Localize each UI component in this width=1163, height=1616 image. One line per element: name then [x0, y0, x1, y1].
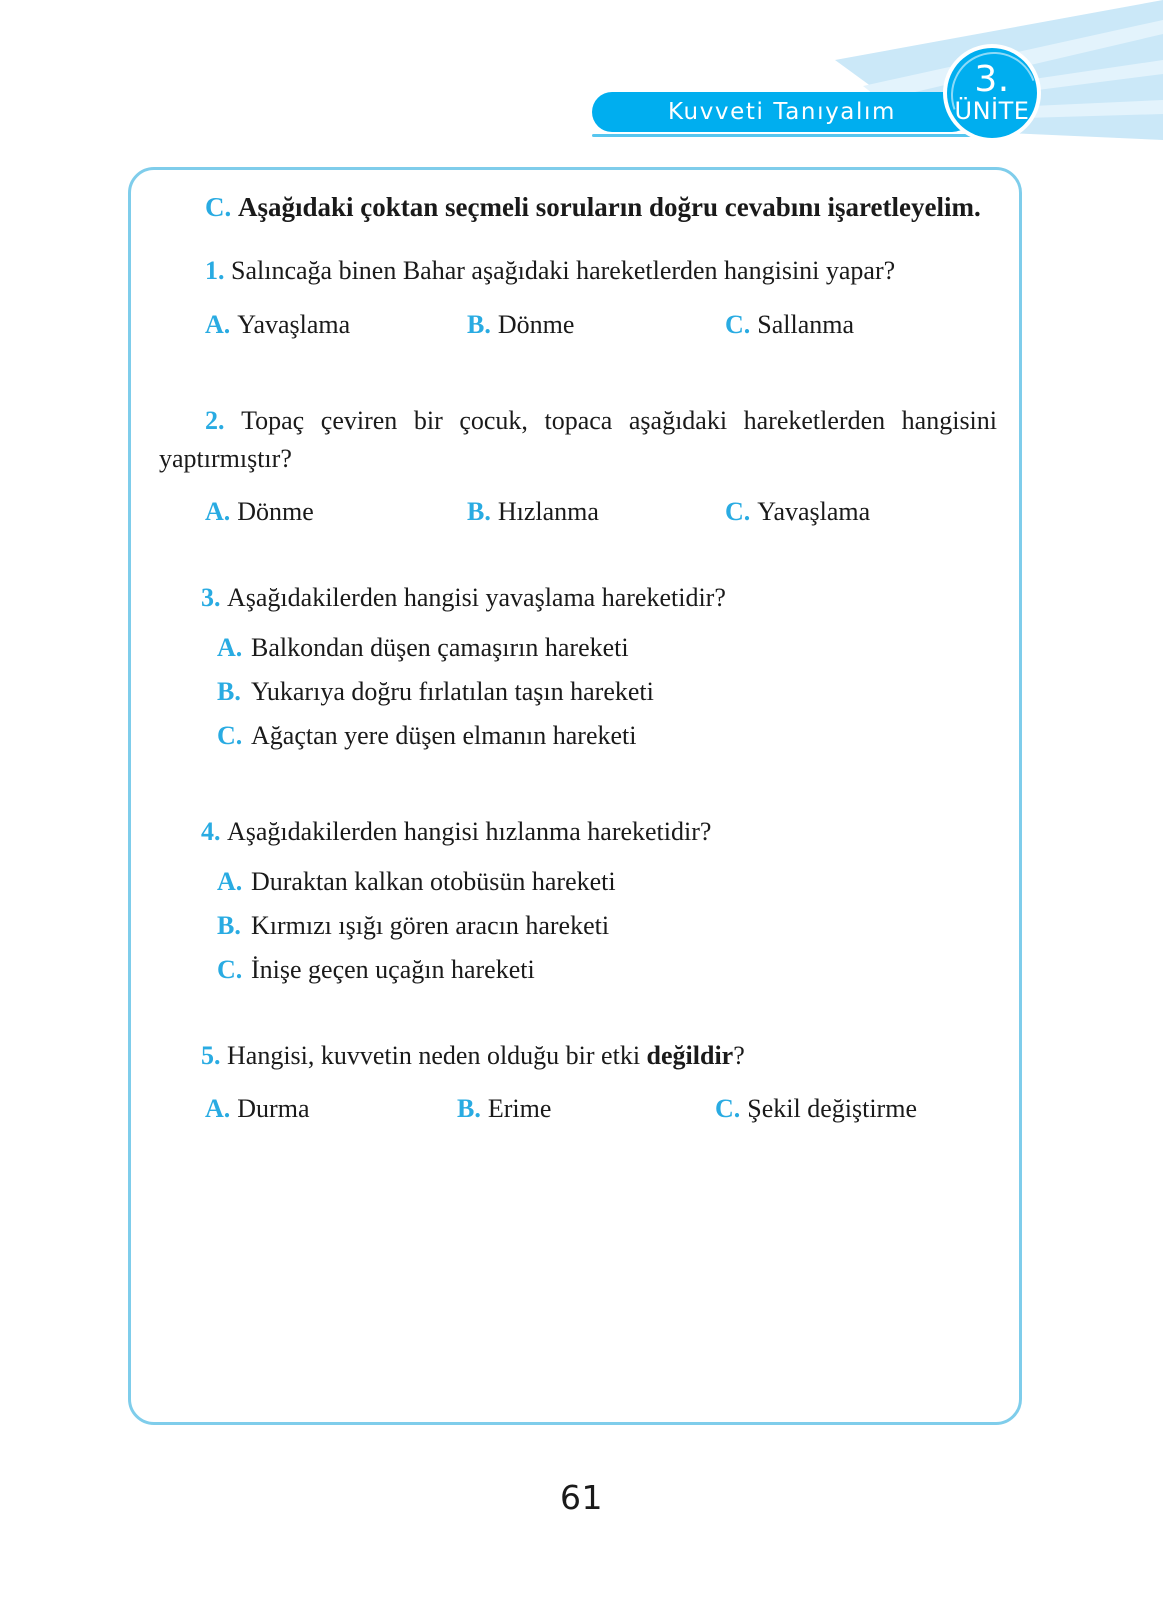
option-text: Durma	[237, 1094, 310, 1124]
question-5-prompt-after: ?	[733, 1040, 745, 1070]
question-4-option-c[interactable]	[217, 955, 997, 985]
option-text: Erime	[487, 1094, 552, 1124]
question-2-option-c[interactable]	[725, 497, 870, 527]
option-letter: B.	[457, 1094, 481, 1124]
exercise-content	[159, 184, 997, 1124]
question-5	[159, 1037, 997, 1125]
question-2-option-b[interactable]	[467, 497, 725, 527]
question-1-prompt: Salıncağa binen Bahar aşağıdaki hareketlerden hangisini yapar?	[231, 256, 896, 286]
option-letter: C.	[725, 310, 751, 340]
question-2	[159, 402, 997, 527]
question-2-text	[159, 402, 997, 477]
question-4	[159, 813, 997, 985]
question-4-text	[159, 813, 997, 851]
unit-badge	[947, 48, 1037, 138]
question-5-text	[159, 1037, 997, 1075]
question-3-text	[159, 579, 997, 617]
question-3	[159, 579, 997, 751]
option-letter: A.	[217, 633, 243, 663]
unit-title-label: Kuvveti Tanıyalım	[667, 99, 896, 125]
question-4-options	[159, 867, 997, 985]
option-letter: C.	[217, 721, 243, 751]
question-4-prompt: Aşağıdakilerden hangisi hızlanma hareketidir?	[227, 817, 712, 847]
question-2-option-a[interactable]	[205, 497, 467, 527]
option-letter: B.	[217, 677, 241, 707]
option-text: Ağaçtan yere düşen elmanın hareketi	[251, 721, 637, 751]
option-letter: A.	[205, 497, 231, 527]
question-1-text	[159, 252, 997, 290]
question-4-option-a[interactable]	[217, 867, 997, 897]
question-4-number: 4.	[201, 817, 221, 847]
option-letter: C.	[715, 1094, 741, 1124]
question-5-number: 5.	[201, 1040, 221, 1070]
option-letter: A.	[205, 310, 231, 340]
banner-underline	[592, 134, 984, 137]
section-letter: C.	[205, 192, 232, 222]
question-2-number: 2.	[205, 406, 225, 436]
question-5-prompt-emphasis: değildir	[646, 1040, 734, 1070]
option-text: Yavaşlama	[757, 497, 871, 527]
question-3-options	[159, 633, 997, 751]
question-2-options	[159, 497, 997, 527]
question-1-number: 1.	[205, 256, 225, 286]
page-header	[0, 0, 1163, 160]
question-4-option-b[interactable]	[217, 911, 997, 941]
question-1-option-b[interactable]	[467, 310, 725, 340]
option-letter: C.	[725, 497, 751, 527]
option-text: İnişe geçen uçağın hareketi	[251, 954, 535, 984]
question-3-prompt: Aşağıdakilerden hangisi yavaşlama hareketidir?	[227, 583, 726, 613]
question-1-option-a[interactable]	[205, 310, 467, 340]
unit-badge-number: 3.	[974, 58, 1010, 100]
option-text: Sallanma	[757, 310, 855, 340]
question-2-prompt: Topaç çeviren bir çocuk, topaca aşağıdaki hareketlerden hangisini yaptırmıştır?	[159, 406, 998, 473]
question-3-number: 3.	[201, 583, 221, 613]
question-1-options	[159, 310, 997, 340]
question-5-options	[159, 1094, 997, 1124]
section-title: Aşağıdaki çoktan seçmeli soruların doğru cevabını işaretleyelim.	[238, 192, 981, 222]
question-3-option-b[interactable]	[217, 677, 997, 707]
option-letter: C.	[217, 954, 243, 984]
question-1-option-c[interactable]	[725, 310, 854, 340]
option-text: Şekil değiştirme	[747, 1094, 917, 1124]
option-text: Dönme	[237, 497, 314, 527]
option-text: Yavaşlama	[237, 310, 351, 340]
option-letter: A.	[205, 1094, 231, 1124]
option-text: Kırmızı ışığı gören aracın hareketi	[251, 910, 610, 940]
option-text: Hızlanma	[497, 497, 599, 527]
option-text: Dönme	[497, 310, 575, 340]
option-text: Duraktan kalkan otobüsün hareketi	[251, 866, 616, 896]
question-5-option-b[interactable]	[457, 1094, 715, 1124]
question-1	[159, 252, 997, 340]
option-text: Balkondan düşen çamaşırın hareketi	[251, 633, 629, 663]
section-heading	[159, 184, 997, 226]
option-letter: A.	[217, 866, 243, 896]
page-number: 61	[560, 1478, 603, 1517]
question-5-option-a[interactable]	[205, 1094, 457, 1124]
question-3-option-a[interactable]	[217, 633, 997, 663]
option-letter: B.	[467, 497, 491, 527]
option-letter: B.	[217, 910, 241, 940]
exercise-panel	[128, 167, 1022, 1425]
question-5-prompt-before: Hangisi, kuvvetin neden olduğu bir etki	[227, 1040, 647, 1070]
unit-badge-word: ÜNİTE	[954, 96, 1030, 125]
option-text: Yukarıya doğru fırlatılan taşın hareketi	[251, 677, 654, 707]
question-5-option-c[interactable]	[715, 1094, 917, 1124]
option-letter: B.	[467, 310, 491, 340]
unit-title-banner	[592, 92, 972, 132]
question-3-option-c[interactable]	[217, 721, 997, 751]
